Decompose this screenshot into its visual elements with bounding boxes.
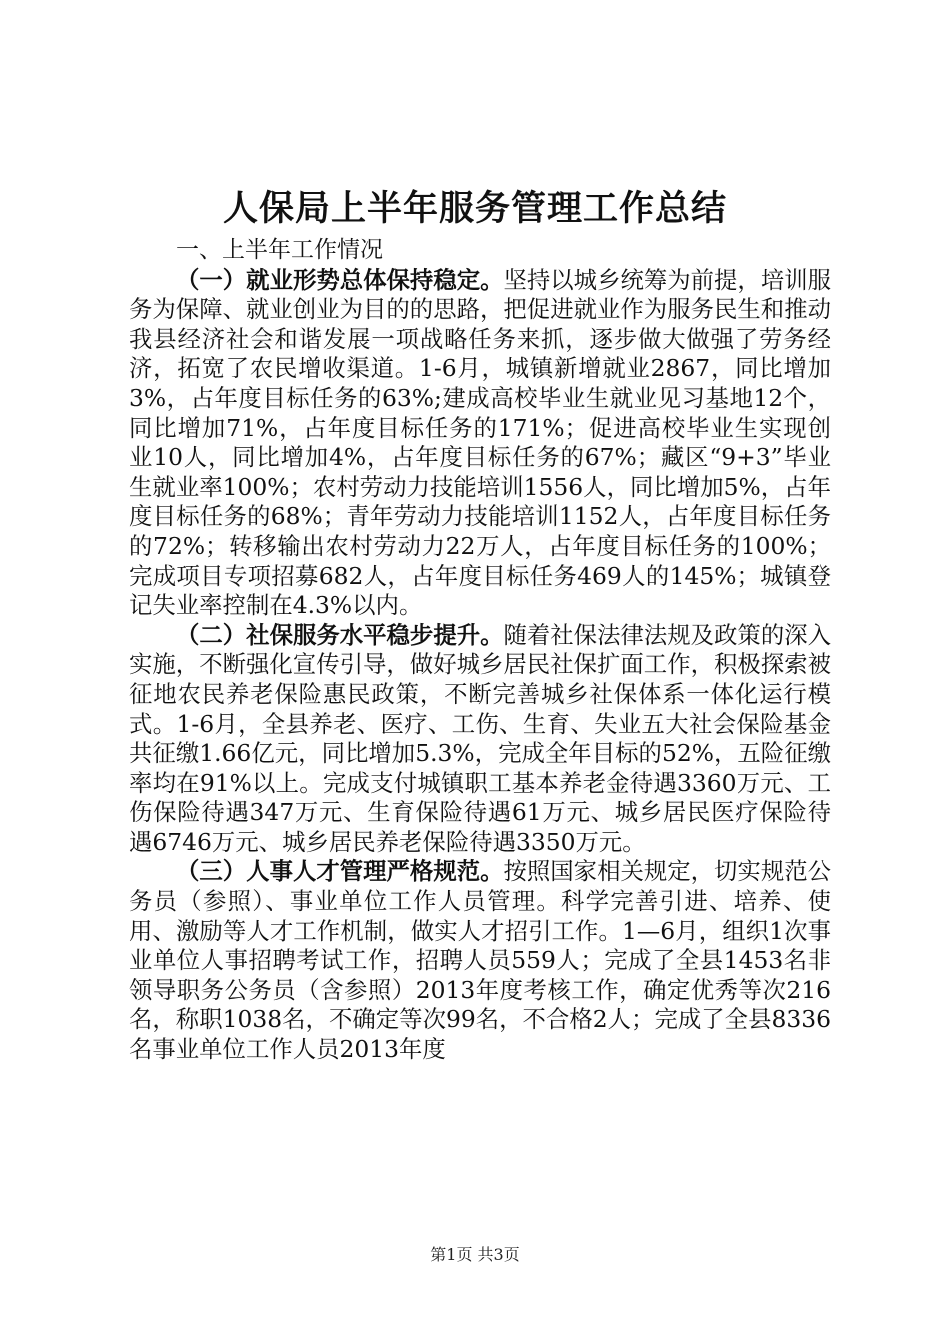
paragraph-lead-social-security: （二）社保服务水平稳步提升。 [176, 620, 504, 649]
paragraph-lead-employment: （一）就业形势总体保持稳定。 [176, 265, 504, 294]
section-heading: 一、上半年工作情况 [176, 237, 383, 263]
paragraph-personnel [129, 857, 831, 1064]
paragraph-employment [129, 266, 831, 621]
paragraph-lead-personnel: （三）人事人才管理严格规范。 [176, 857, 504, 886]
document-title: 人保局上半年服务管理工作总结 [222, 189, 727, 229]
paragraph-text-personnel: 按照国家相关规定，切实规范公务员（参照）、事业单位工作人员管理。科学完善引进、培养、使用、激励等人才工作机制，做实人才招引工作。1—6月，组织1次事业单位人事招聘考试工作，招聘人员559人；完成了全县1453名非领导职务公务员（含参照）2013年度考核工作，确定优秀等次216名，称职1038名，不确定等次99名，不合格2人；完成了全县8336名事业单位工作人员2013年度 [129, 857, 831, 1064]
paragraph-text-employment: 坚持以城乡统筹为前提，培训服务为保障、就业创业为目的的思路，把促进就业作为服务民生和推动我县经济社会和谐发展一项战略任务来抓，逐步做大做强了劳务经济，拓宽了农民增收渠道。1-6月，城镇新增就业2867，同比增加3%，占年度目标任务的63%;建成高校毕业生就业见习基地12个，同比增加71%，占年度目标任务的171%；促进高校毕业生实现创业10人，同比增加4%，占年度目标任务的67%；藏区“9+3”毕业生就业率100%；农村劳动力技能培训1556人，同比增加5%，占年度目标任务的68%；青年劳动力技能培训1152人，占年度目标任务的72%；转移输出农村劳动力22万人，占年度目标任务的100%；完成项目专项招募682人，占年度目标任务469人的145%；城镇登记失业率控制在4.3%以内。 [129, 265, 831, 620]
page-number-footer: 第1页 共3页 [430, 1245, 520, 1264]
paragraph-text-social-security: 随着社保法律法规及政策的深入实施，不断强化宣传引导，做好城乡居民社保扩面工作，积极探索被征地农民养老保险惠民政策，不断完善城乡社保体系一体化运行模式。1-6月，全县养老、医疗、工伤、生育、失业五大社会保险基金共征缴1.66亿元，同比增加5.3%，完成全年目标的52%，五险征缴率均在91%以上。完成支付城镇职工基本养老金待遇3360万元、工伤保险待遇347万元、生育保险待遇61万元、城乡居民医疗保险待遇6746万元、城乡居民养老保险待遇3350万元。 [129, 620, 831, 856]
paragraph-social-security [129, 621, 831, 858]
document-body [129, 236, 831, 1065]
